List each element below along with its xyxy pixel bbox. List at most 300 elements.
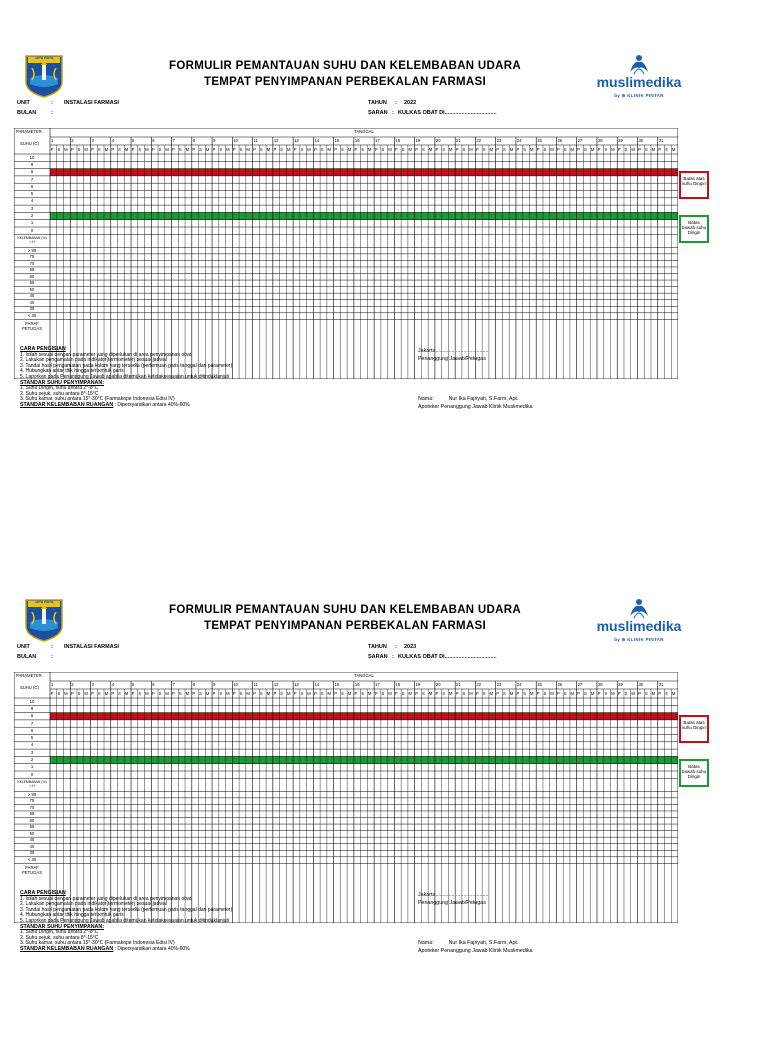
session-label: M (469, 690, 473, 696)
session-label: M (145, 146, 149, 152)
session-label: M (550, 146, 554, 152)
saran-value: KULKAS OBAT DI.................................. (398, 110, 497, 116)
temperature-row-label: 10 (29, 698, 35, 704)
session-label: S (604, 146, 608, 152)
session-label: S (624, 146, 628, 152)
session-label: P (597, 690, 601, 696)
humidity-row-label: 40 (29, 843, 35, 849)
day-number: 3 (91, 138, 94, 143)
temperature-row-label: 3 (30, 749, 34, 755)
session-label: P (658, 690, 662, 696)
session-label: S (77, 690, 81, 696)
grid-lines (14, 128, 678, 379)
session-label: M (165, 690, 169, 696)
session-label: P (334, 690, 337, 696)
instruction-item: 2. Lakukan pengamatan pada indikator(termometer) sesuai jadwal (20, 357, 167, 364)
session-label: P (374, 690, 378, 696)
day-number: 31 (658, 138, 664, 143)
session-label: S (259, 146, 263, 152)
tahun-separator: : (395, 100, 397, 106)
session-label: M (205, 690, 210, 696)
day-number: 23 (496, 682, 502, 687)
humidity-row-label: 75 (29, 798, 35, 804)
session-label: S (239, 146, 243, 152)
tanggal-label: TANGGAL (354, 673, 374, 678)
day-number: 2 (71, 682, 74, 687)
humidity-row-label: 65 (29, 811, 35, 817)
day-number: 12 (273, 138, 279, 143)
standar-kelembaban-value: : Dipersyaratkan antara 40%-60% (114, 401, 190, 408)
session-label: M (84, 690, 88, 696)
day-number: 5 (132, 138, 135, 143)
session-label: S (340, 146, 344, 152)
suhu-label: SUHU (C) (20, 141, 39, 146)
session-label: S (442, 690, 446, 696)
session-label: P (617, 146, 621, 152)
session-label: S (584, 690, 587, 696)
saran-separator: : (392, 654, 394, 660)
day-number: 16 (354, 682, 360, 687)
session-label: P (313, 146, 317, 152)
humidity-row-label: 70 (29, 260, 35, 266)
monitoring-grid (14, 672, 678, 923)
upper-limit-note: Batas atas suhu Dingin (679, 715, 709, 743)
brand-name: muslimedika (596, 618, 682, 634)
session-label: S (219, 690, 223, 696)
day-number: 23 (496, 138, 502, 143)
day-number: 9 (213, 138, 216, 143)
session-label: P (172, 146, 175, 152)
standar-suhu-heading: STANDAR SUHU PENYIMPANAN: (20, 379, 104, 386)
session-label: P (415, 690, 419, 696)
day-number: 16 (354, 138, 360, 143)
day-number: 10 (233, 682, 238, 687)
session-label: P (617, 690, 621, 696)
day-number: 13 (294, 682, 299, 687)
session-label: M (104, 146, 109, 152)
day-number: 22 (476, 138, 482, 143)
form-title-line2: TEMPAT PENYIMPANAN PERBEKALAN FARMASI (204, 76, 486, 88)
session-label: P (91, 690, 94, 696)
signature-role: Penanggung Jawab/Petugas (418, 900, 486, 906)
temperature-row-label: 3 (30, 205, 34, 211)
instruction-item: 2. Lakukan pengamatan pada indikator(termometer) sesuai jadwal (20, 901, 167, 908)
session-label: M (286, 146, 291, 152)
session-label: M (611, 146, 615, 152)
temperature-row-label: 0 (30, 227, 34, 233)
session-label: P (253, 690, 256, 696)
instruction-item: 1. Isilah sesuai dengan parameter yang diperlukan di area penyimpanan obat (20, 351, 192, 358)
temperature-row-label: 2 (30, 213, 34, 218)
emblem-label: JAYA RAYA (34, 600, 54, 604)
temperature-row-label: 7 (30, 176, 34, 182)
signature-name-value: Nur Ika Fajriyah, S.Farm, Apt. (448, 940, 519, 946)
session-label: P (232, 146, 236, 152)
session-label: P (91, 146, 94, 152)
humidity-row-label: 75 (29, 254, 35, 260)
session-label: P (293, 146, 297, 152)
day-number: 14 (314, 682, 320, 687)
session-label: P (577, 690, 581, 696)
session-label: S (563, 146, 567, 152)
day-number: 28 (597, 682, 603, 687)
day-number: 3 (91, 682, 94, 687)
humidity-row-label: < 30 (27, 313, 37, 318)
session-label: P (577, 146, 581, 152)
session-label: M (590, 690, 595, 696)
signature-name-value: Nur Ika Fajriyah, S.Farm, Apt. (448, 396, 519, 402)
session-label: M (651, 146, 656, 152)
session-label: M (449, 690, 453, 696)
day-number: 14 (314, 138, 320, 143)
instructions (20, 891, 232, 953)
tahun-label: TAHUN (368, 644, 387, 650)
session-label: S (300, 146, 304, 152)
instructions (20, 347, 232, 409)
session-label: S (57, 146, 61, 152)
session-label: S (503, 690, 506, 696)
humidity-row-label: 50 (29, 830, 35, 836)
day-number: 29 (618, 138, 623, 143)
temperature-row-label: 7 (30, 720, 34, 726)
session-label: S (361, 690, 365, 696)
session-label: M (64, 690, 68, 696)
session-label: S (340, 690, 344, 696)
session-label: M (489, 690, 494, 696)
day-number: 6 (152, 138, 155, 143)
session-label: S (644, 690, 648, 696)
temperature-row-label: 10 (29, 154, 35, 160)
temperature-row-label: 6 (30, 183, 34, 189)
session-label: P (597, 146, 601, 152)
session-label: S (421, 146, 425, 152)
session-label: S (239, 690, 243, 696)
session-label: P (536, 690, 540, 696)
session-label: M (64, 146, 68, 152)
session-label: S (482, 690, 486, 696)
session-label: P (151, 146, 155, 152)
session-label: M (124, 146, 129, 152)
session-label: S (584, 146, 587, 152)
session-label: P (70, 146, 74, 152)
session-label: S (401, 146, 405, 152)
session-label: S (259, 690, 263, 696)
session-label: S (199, 146, 202, 152)
humidity-row-label: < 30 (27, 857, 37, 862)
session-label: S (462, 146, 466, 152)
humidity-row-label: 45 (29, 293, 35, 299)
muslimedika-logo-icon (594, 54, 684, 104)
instruction-item: 4. Hubungkan antar titik hingga terbentuk garis (20, 368, 124, 375)
session-label: S (320, 690, 324, 696)
session-label: S (118, 690, 121, 696)
day-number: 26 (557, 138, 563, 143)
session-label: P (50, 690, 54, 696)
day-number: 10 (233, 138, 238, 143)
day-number: 7 (172, 138, 175, 143)
day-number: 6 (152, 682, 155, 687)
session-label: M (307, 146, 311, 152)
session-label: M (307, 690, 311, 696)
humidity-row-label: 60 (29, 273, 35, 279)
instruction-item: 1. Isilah sesuai dengan parameter yang diperlukan di area penyimpanan obat (20, 895, 192, 902)
session-label: P (455, 146, 459, 152)
session-label: M (266, 146, 271, 152)
session-label: P (212, 146, 216, 152)
temperature-row-label: 6 (30, 727, 34, 733)
session-label: S (97, 690, 101, 696)
session-label: S (77, 146, 81, 152)
session-label: S (280, 690, 283, 696)
grid-lines (14, 672, 678, 923)
saran-separator: : (392, 110, 394, 116)
signature-name-row (418, 396, 518, 402)
day-number: 29 (618, 682, 623, 687)
session-label: M (145, 690, 149, 696)
day-number: 5 (132, 682, 135, 687)
session-label: M (165, 146, 169, 152)
day-number: 4 (111, 138, 115, 143)
session-label: M (104, 690, 109, 696)
day-number: 15 (334, 138, 340, 143)
session-label: S (543, 690, 547, 696)
session-label: S (138, 146, 142, 152)
standar-suhu-item: 3. Suhu kamar, suhu antara 15°-30°C (Farmakope Indonesia Edisi IV) (20, 940, 175, 947)
day-number: 7 (172, 682, 175, 687)
unit-separator: : (51, 100, 53, 106)
session-label: S (644, 146, 648, 152)
brand-subtitle: by ⊕ KLINIK PINTAR (614, 93, 664, 98)
session-label: P (131, 146, 135, 152)
session-label: P (131, 690, 135, 696)
instruction-item: 3. Tandai hasil pengamatan pada kolom yang tersedia (pertemuan garis tanggal dan parameter) (20, 906, 233, 913)
day-number: 11 (253, 682, 258, 687)
session-label: S (543, 146, 547, 152)
day-number: 27 (577, 682, 583, 687)
form-title-line1: FORMULIR PEMANTAUAN SUHU DAN KELEMBABAN UDARA (169, 604, 521, 616)
bulan-separator: : (51, 654, 53, 660)
session-label: M (226, 146, 230, 152)
session-label: S (158, 690, 162, 696)
session-label: S (118, 146, 121, 152)
session-label: P (638, 146, 641, 152)
signature-name-row (418, 940, 518, 946)
upper-limit-note: Batas atas suhu Dingin (679, 171, 709, 199)
temperature-row-label: 4 (30, 742, 34, 748)
day-number: 19 (415, 682, 421, 687)
session-label: S (381, 690, 385, 696)
signature-position: Apoteker Penanggung Jawab Klinik Muslimedika (418, 404, 533, 410)
session-label: P (253, 146, 256, 152)
session-label: M (631, 690, 635, 696)
temperature-row-label: 0 (30, 771, 34, 777)
signature-name-label: Nama: (418, 396, 434, 402)
kelembaban-label: KELEMBABAN (%) = H (17, 780, 47, 789)
suhu-label: SUHU (C) (20, 685, 39, 690)
session-label: S (97, 146, 101, 152)
session-label: M (347, 690, 352, 696)
humidity-row-label: 55 (29, 824, 35, 830)
session-label: P (111, 146, 115, 152)
session-label: S (401, 690, 405, 696)
signature-place-date: Jakarta,................................... (418, 892, 489, 898)
temperature-row-label: 5 (30, 191, 34, 197)
session-label: M (570, 690, 575, 696)
standar-kelembaban-heading: STANDAR KELEMBABAN RUANGAN (20, 401, 114, 408)
instruction-item: 4. Hubungkan antar titik hingga terbentuk garis (20, 912, 124, 919)
session-label: P (496, 146, 500, 152)
bulan-label: BULAN (17, 654, 37, 660)
tanggal-label: TANGGAL (354, 129, 374, 134)
session-label: P (354, 146, 358, 152)
session-label: P (557, 146, 560, 152)
standar-suhu-item: 1. Suhu Dingin, suhu antara 2°-8°C (20, 385, 99, 392)
session-label: M (367, 690, 372, 696)
humidity-row-label: 35 (29, 850, 35, 856)
session-label: M (226, 690, 230, 696)
standar-suhu-item: 1. Suhu Dingin, suhu antara 2°-8°C (20, 929, 99, 936)
session-label: P (455, 690, 459, 696)
lower-limit-note: Batas bawah suhu Dingin (679, 215, 709, 243)
day-number: 27 (577, 138, 583, 143)
session-label: S (280, 146, 283, 152)
day-number: 20 (435, 682, 441, 687)
session-label: S (381, 146, 385, 152)
signature-name-label: Nama: (418, 940, 434, 946)
signature-position: Apoteker Penanggung Jawab Klinik Muslimedika (418, 948, 533, 954)
signature-place-date: Jakarta,................................... (418, 348, 489, 354)
session-label: P (536, 146, 540, 152)
day-number: 30 (638, 682, 644, 687)
session-label: S (421, 690, 425, 696)
session-label: S (138, 690, 142, 696)
upper-limit-band (50, 169, 678, 176)
session-label: M (327, 690, 331, 696)
monitoring-grid (14, 128, 678, 379)
day-number: 11 (253, 138, 258, 143)
session-label: P (496, 690, 500, 696)
temperature-row-label: 8 (30, 169, 34, 175)
session-label: S (361, 146, 365, 152)
form-2023 (0, 584, 768, 1044)
session-label: S (178, 690, 182, 696)
standar-kelembaban-heading: STANDAR KELEMBABAN RUANGAN (20, 945, 114, 952)
brand-name: muslimedika (596, 74, 682, 90)
standar-suhu-item: 3. Suhu kamar, suhu antara 15°-30°C (Farmakope Indonesia Edisi IV) (20, 396, 175, 403)
session-label: P (70, 690, 74, 696)
session-label: S (604, 690, 608, 696)
brand-subtitle: by ⊕ KLINIK PINTAR (614, 637, 664, 642)
session-label: M (246, 146, 250, 152)
humidity-row-label: 60 (29, 817, 35, 823)
unit-separator: : (51, 644, 53, 650)
instruction-item: 5. Laporkan pada Penanggung Jawab apabila ditemukan ketidaksesuaian untuk ditindaklanjuti (20, 917, 230, 924)
humidity-row-label: 50 (29, 286, 35, 292)
session-label: S (482, 146, 486, 152)
session-label: P (354, 690, 358, 696)
tahun-value: 2022 (404, 100, 417, 106)
day-number: 25 (537, 682, 542, 687)
bulan-label: BULAN (17, 110, 37, 116)
standar-suhu-item: 2. Suhu sejuk, suhu antara 8°-15°C (20, 934, 99, 941)
session-label: P (192, 146, 196, 152)
day-number: 24 (516, 138, 522, 143)
temperature-row-label: 4 (30, 198, 34, 204)
day-number: 15 (334, 682, 340, 687)
session-label: P (516, 690, 520, 696)
session-label: S (523, 690, 527, 696)
unit-value: INSTALASI FARMASI (64, 644, 119, 650)
session-label: M (185, 146, 190, 152)
session-label: M (367, 146, 372, 152)
session-label: M (266, 690, 271, 696)
tahun-label: TAHUN (368, 100, 387, 106)
lower-limit-band (50, 756, 678, 763)
lower-limit-band (50, 212, 678, 219)
instructions-heading: CARA PENGISIAN (20, 890, 66, 896)
session-label: M (469, 146, 473, 152)
day-number: 26 (557, 682, 563, 687)
temperature-row-label: 8 (30, 713, 34, 719)
session-label: M (388, 690, 392, 696)
session-label: M (509, 690, 514, 696)
session-label: P (394, 146, 398, 152)
kelembaban-label: KELEMBABAN (%) = H (17, 236, 47, 245)
session-label: P (273, 690, 277, 696)
session-label: P (151, 690, 155, 696)
temperature-row-label: 9 (30, 161, 34, 167)
session-label: S (624, 690, 628, 696)
session-label: M (631, 146, 635, 152)
humidity-row-label: 55 (29, 280, 35, 286)
emblem-label: JAYA RAYA (34, 56, 54, 60)
session-label: M (489, 146, 494, 152)
session-label: M (671, 146, 676, 152)
day-number: 1 (51, 682, 54, 687)
standar-kelembaban-value: : Dipersyaratkan antara 40%-60% (114, 945, 190, 952)
humidity-row-label: > 80 (27, 791, 37, 797)
day-number: 18 (395, 682, 401, 687)
session-label: P (394, 690, 398, 696)
session-label: S (300, 690, 304, 696)
temperature-row-label: 1 (30, 220, 34, 226)
standar-suhu-heading: STANDAR SUHU PENYIMPANAN: (20, 923, 104, 930)
day-number: 30 (638, 138, 644, 143)
signature-role: Penanggung Jawab/Petugas (418, 356, 486, 362)
session-label: S (219, 146, 223, 152)
session-label: M (124, 690, 129, 696)
session-label: M (449, 146, 453, 152)
session-label: M (205, 146, 210, 152)
day-number: 25 (537, 138, 542, 143)
tahun-separator: : (395, 644, 397, 650)
session-label: M (651, 690, 656, 696)
session-label: P (415, 146, 419, 152)
humidity-row-label: 40 (29, 299, 35, 305)
session-label: M (84, 146, 88, 152)
day-number: 21 (456, 682, 461, 687)
parameter-label: PARAMETER (16, 129, 42, 134)
humidity-row-label: 35 (29, 306, 35, 312)
temperature-row-label: 2 (30, 757, 34, 762)
session-label: M (408, 690, 412, 696)
session-label: P (516, 146, 520, 152)
day-number: 13 (294, 138, 299, 143)
session-label: S (665, 690, 668, 696)
session-label: P (334, 146, 337, 152)
bulan-separator: : (51, 110, 53, 116)
session-label: M (185, 690, 190, 696)
